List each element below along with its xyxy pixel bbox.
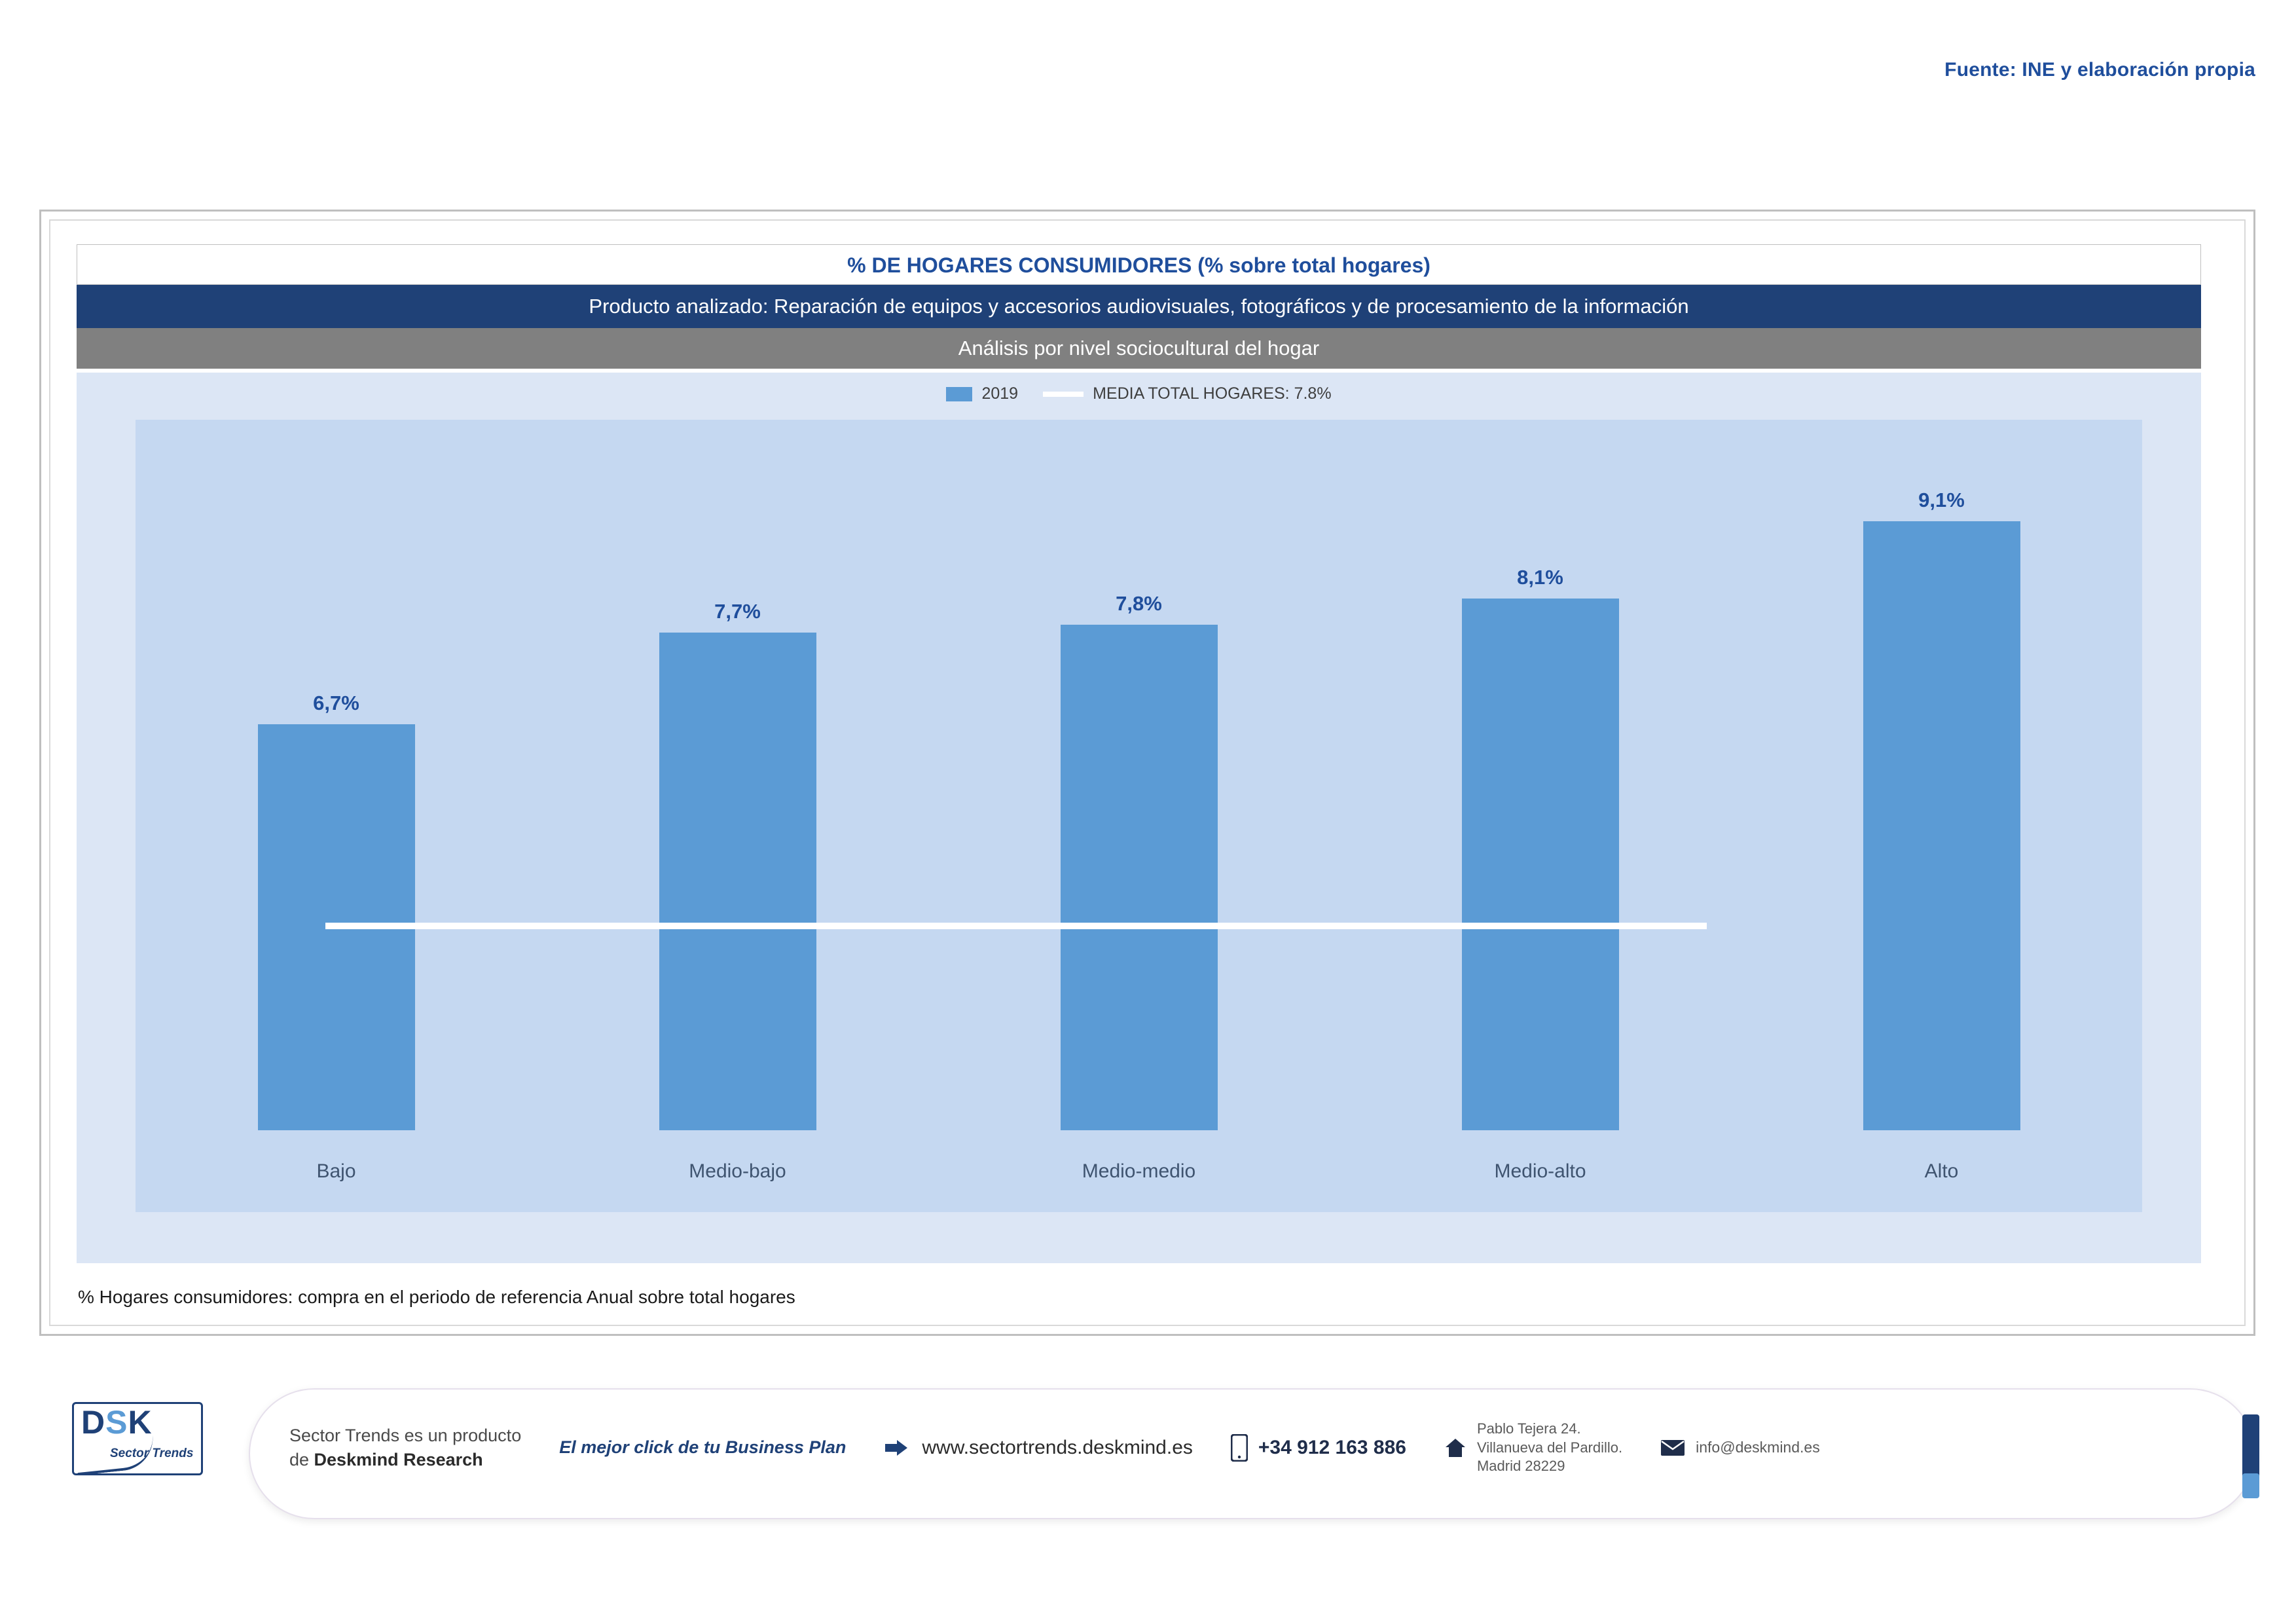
footer-address-text [1477,1420,1622,1476]
logo-letter-d: D [81,1404,106,1441]
chart-area [77,373,2201,1263]
bar-value-label: 9,1% [1918,489,1965,511]
bar-value-label: 7,7% [714,600,761,623]
logo-letter-s: S [105,1404,128,1441]
footer-address [1444,1420,1622,1476]
mobile-phone-icon [1231,1434,1248,1462]
bar-group [136,420,2142,1130]
footer-bar [249,1388,2255,1519]
bar-rect[interactable] [1061,625,1218,1130]
bar-column-medio-bajo [547,420,928,1130]
footer-website[interactable] [884,1437,1193,1459]
footer-address-line3: Madrid 28229 [1476,1458,1565,1475]
footer-website-label: www.sectortrends.deskmind.es [922,1436,1193,1458]
chart-header-stack [77,244,2201,369]
footer-claim: El mejor click de tu Business Plan [559,1437,847,1458]
plot-region [136,420,2142,1212]
footer-phone [1231,1434,1406,1462]
footer-content [289,1420,2215,1476]
bar-value-label: 7,8% [1116,592,1162,615]
bar-rect[interactable] [1462,599,1619,1130]
x-axis-label: Bajo [316,1160,356,1182]
chart-product-subtitle: Producto analizado: Reparación de equipos y accesorios audiovisuales, fotográficos y de procesamiento de la información [77,285,2201,328]
legend-swatch-icon [946,387,972,401]
legend-line-icon [1043,392,1084,397]
bar-column-medio-alto [1349,420,1730,1130]
chart-panel [39,210,2255,1336]
bar-rect[interactable] [1863,521,2020,1130]
bar-value-label: 8,1% [1517,566,1563,589]
footer-email-label: info@deskmind.es [1696,1439,1820,1456]
footer-product-prefix: de [289,1449,314,1469]
footer-phone-label: +34 912 163 886 [1258,1436,1406,1458]
deskmind-logo [64,1398,215,1483]
chart-analysis-subtitle: Análisis por nivel sociocultural del hogar [77,328,2201,369]
x-axis-label: Alto [1924,1160,1959,1182]
x-axis-label: Medio-medio [1082,1160,1196,1182]
footer-address-line2: Villanueva del Pardillo. [1476,1439,1623,1456]
logo-letter-k: K [128,1404,153,1441]
footer-product-line2 [289,1448,521,1471]
home-icon [1444,1437,1467,1458]
chart-footnote: % Hogares consumidores: compra en el periodo de referencia Anual sobre total hogares [78,1287,795,1307]
footer-product-brand: Deskmind Research [314,1449,483,1469]
legend-mean-label: MEDIA TOTAL HOGARES: 7.8% [1093,384,1332,403]
mean-reference-line [325,923,1707,929]
bar-column-medio-medio [948,420,1329,1130]
chart-legend [77,384,2201,403]
footer-address-line1: Pablo Tejera 24. [1476,1420,1581,1437]
source-note: Fuente: INE y elaboración propia [1944,59,2255,81]
envelope-icon [1660,1439,1685,1456]
footer-accent-light [2242,1473,2259,1498]
footer-product-text [289,1424,521,1471]
legend-item-series [946,384,1018,403]
x-axis-label: Medio-bajo [689,1160,786,1182]
x-axis-label: Medio-alto [1494,1160,1586,1182]
legend-item-mean [1043,384,1331,403]
bar-value-label: 6,7% [313,692,359,714]
bar-column-alto [1751,420,2132,1130]
arrow-right-icon [884,1438,910,1458]
chart-panel-inner [49,219,2246,1326]
bar-column-bajo [145,420,526,1130]
footer-email[interactable] [1660,1439,1820,1456]
footer-product-line1: Sector Trends es un producto [289,1426,522,1446]
logo-subtitle: Sector Trends [110,1447,194,1460]
chart-title: % DE HOGARES CONSUMIDORES (% sobre total hogares) [77,244,2201,285]
legend-series-label: 2019 [981,384,1019,403]
x-axis-labels [136,1130,2142,1212]
bar-rect[interactable] [659,633,816,1130]
